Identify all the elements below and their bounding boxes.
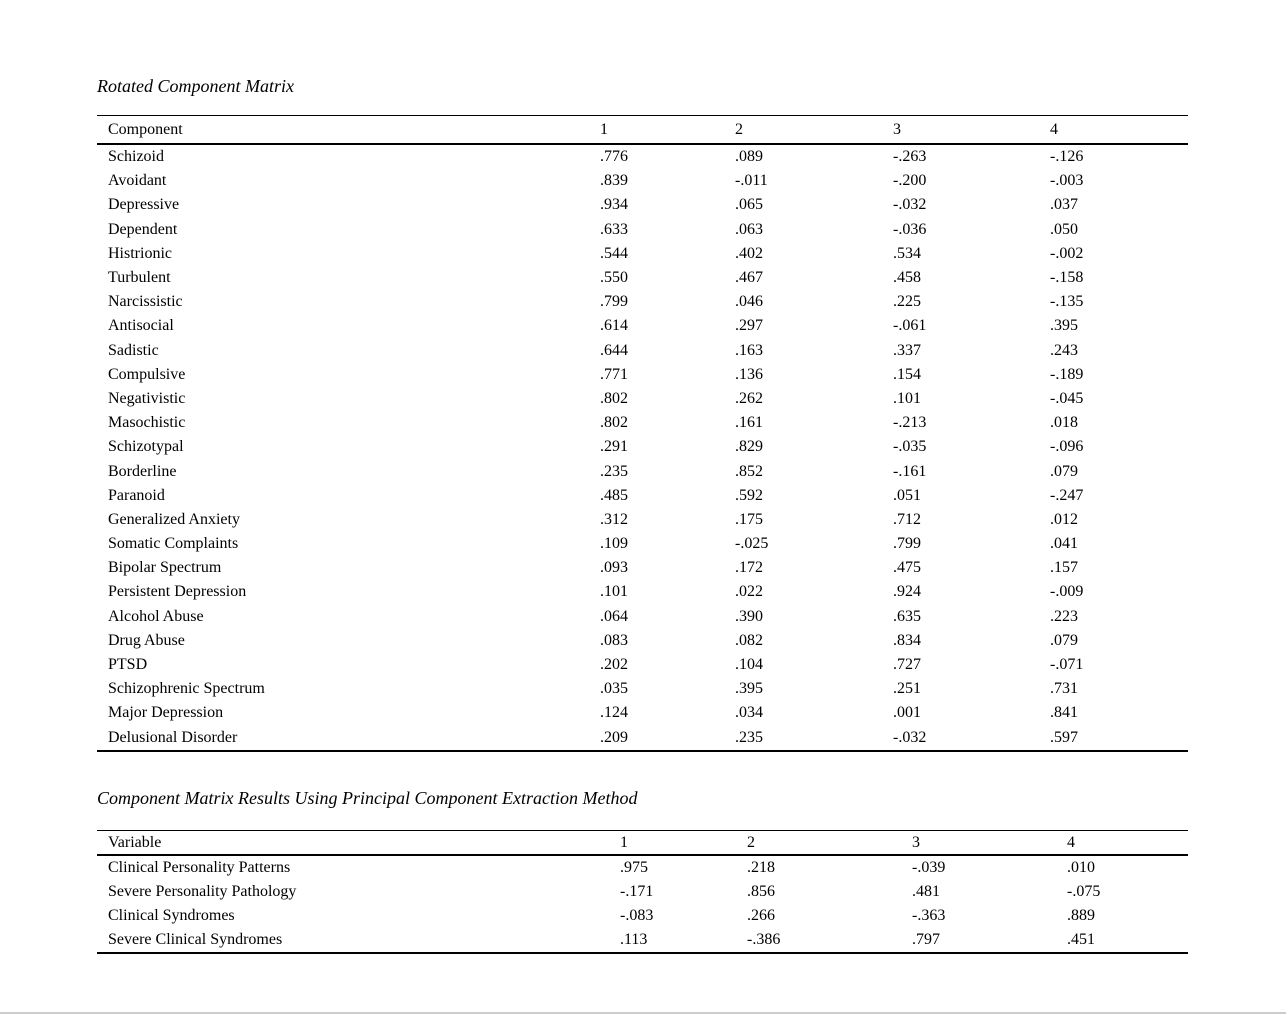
row-label: Compulsive bbox=[108, 366, 186, 383]
row-label: Clinical Syndromes bbox=[108, 908, 235, 925]
value-cell: .035 bbox=[600, 681, 628, 698]
value-cell: .266 bbox=[747, 908, 775, 925]
value-cell: .064 bbox=[600, 608, 628, 625]
table-row bbox=[97, 193, 1188, 217]
value-cell: .037 bbox=[1050, 197, 1078, 214]
row-label: Clinical Personality Patterns bbox=[108, 860, 291, 877]
table-row bbox=[97, 556, 1188, 580]
value-cell: -.009 bbox=[1050, 584, 1084, 601]
value-cell: .051 bbox=[893, 487, 921, 504]
table-row bbox=[97, 904, 1188, 928]
row-label: Sadistic bbox=[108, 342, 159, 359]
value-cell: -.363 bbox=[912, 908, 946, 925]
value-cell: .485 bbox=[600, 487, 628, 504]
value-cell: .202 bbox=[600, 657, 628, 674]
value-cell: .712 bbox=[893, 511, 921, 528]
header-label-cell: Variable bbox=[108, 834, 162, 851]
value-cell: -.003 bbox=[1050, 173, 1084, 190]
table-row bbox=[97, 856, 1188, 880]
table-caption-rotated-component-matrix: Rotated Component Matrix bbox=[97, 76, 294, 96]
value-cell: .291 bbox=[600, 439, 628, 456]
row-label: Drug Abuse bbox=[108, 632, 185, 649]
value-cell: .104 bbox=[735, 657, 763, 674]
value-cell: -.002 bbox=[1050, 245, 1084, 262]
row-label: Schizotypal bbox=[108, 439, 184, 456]
header-component-cell: 2 bbox=[735, 121, 743, 138]
value-cell: -.158 bbox=[1050, 270, 1084, 287]
table-row bbox=[97, 508, 1188, 532]
value-cell: .172 bbox=[735, 560, 763, 577]
table-row bbox=[97, 928, 1188, 952]
header-component-cell: 1 bbox=[620, 834, 628, 851]
value-cell: .018 bbox=[1050, 415, 1078, 432]
table-row bbox=[97, 580, 1188, 604]
value-cell: .802 bbox=[600, 390, 628, 407]
row-label: Delusional Disorder bbox=[108, 729, 238, 746]
value-cell: .395 bbox=[1050, 318, 1078, 335]
value-cell: -.045 bbox=[1050, 390, 1084, 407]
value-cell: .889 bbox=[1067, 908, 1095, 925]
table-row bbox=[97, 605, 1188, 629]
value-cell: .175 bbox=[735, 511, 763, 528]
row-label: Avoidant bbox=[108, 173, 167, 190]
value-cell: -.035 bbox=[893, 439, 927, 456]
value-cell: -.083 bbox=[620, 908, 654, 925]
value-cell: .451 bbox=[1067, 932, 1095, 949]
header-component-cell: 4 bbox=[1050, 121, 1058, 138]
value-cell: .481 bbox=[912, 884, 940, 901]
value-cell: .644 bbox=[600, 342, 628, 359]
value-cell: -.071 bbox=[1050, 657, 1084, 674]
value-cell: .243 bbox=[1050, 342, 1078, 359]
row-label: Major Depression bbox=[108, 705, 224, 722]
value-cell: -.171 bbox=[620, 884, 654, 901]
value-cell: .731 bbox=[1050, 681, 1078, 698]
table-row bbox=[97, 435, 1188, 459]
value-cell: .209 bbox=[600, 729, 628, 746]
table-row bbox=[97, 484, 1188, 508]
value-cell: .157 bbox=[1050, 560, 1078, 577]
value-cell: .534 bbox=[893, 245, 921, 262]
value-cell: .297 bbox=[735, 318, 763, 335]
header-component-cell: 2 bbox=[747, 834, 755, 851]
value-cell: .225 bbox=[893, 294, 921, 311]
rotated-component-matrix-table bbox=[97, 115, 1188, 752]
value-cell: -.032 bbox=[893, 197, 927, 214]
value-cell: -.200 bbox=[893, 173, 927, 190]
table-row bbox=[97, 387, 1188, 411]
value-cell: -.386 bbox=[747, 932, 781, 949]
value-cell: .010 bbox=[1067, 860, 1095, 877]
value-cell: .727 bbox=[893, 657, 921, 674]
table-row bbox=[97, 242, 1188, 266]
value-cell: -.135 bbox=[1050, 294, 1084, 311]
row-label: Borderline bbox=[108, 463, 177, 480]
table-row bbox=[97, 314, 1188, 338]
value-cell: .802 bbox=[600, 415, 628, 432]
value-cell: .467 bbox=[735, 270, 763, 287]
row-label: Masochistic bbox=[108, 415, 186, 432]
value-cell: .834 bbox=[893, 632, 921, 649]
row-label: Turbulent bbox=[108, 270, 171, 287]
row-label: Schizoid bbox=[108, 149, 164, 166]
value-cell: .046 bbox=[735, 294, 763, 311]
row-label: Persistent Depression bbox=[108, 584, 247, 601]
value-cell: .597 bbox=[1050, 729, 1078, 746]
value-cell: .163 bbox=[735, 342, 763, 359]
table-header-row bbox=[97, 831, 1188, 856]
value-cell: .089 bbox=[735, 149, 763, 166]
value-cell: .136 bbox=[735, 366, 763, 383]
value-cell: .041 bbox=[1050, 536, 1078, 553]
component-matrix-results-table bbox=[97, 830, 1188, 954]
value-cell: .390 bbox=[735, 608, 763, 625]
row-label: Generalized Anxiety bbox=[108, 511, 240, 528]
value-cell: .402 bbox=[735, 245, 763, 262]
value-cell: .113 bbox=[620, 932, 648, 949]
row-label: Alcohol Abuse bbox=[108, 608, 204, 625]
value-cell: .262 bbox=[735, 390, 763, 407]
table-row bbox=[97, 290, 1188, 314]
value-cell: .079 bbox=[1050, 632, 1078, 649]
value-cell: .223 bbox=[1050, 608, 1078, 625]
table-row bbox=[97, 677, 1188, 701]
value-cell: .101 bbox=[600, 584, 628, 601]
value-cell: .614 bbox=[600, 318, 628, 335]
table-row bbox=[97, 726, 1188, 750]
value-cell: .312 bbox=[600, 511, 628, 528]
row-label: Paranoid bbox=[108, 487, 165, 504]
value-cell: .063 bbox=[735, 221, 763, 238]
value-cell: -.263 bbox=[893, 149, 927, 166]
row-label: Dependent bbox=[108, 221, 178, 238]
value-cell: .337 bbox=[893, 342, 921, 359]
header-component-cell: 3 bbox=[893, 121, 901, 138]
value-cell: .124 bbox=[600, 705, 628, 722]
row-label: PTSD bbox=[108, 657, 148, 674]
page-boundary-line bbox=[0, 1012, 1286, 1014]
value-cell: .852 bbox=[735, 463, 763, 480]
value-cell: .839 bbox=[600, 173, 628, 190]
value-cell: .001 bbox=[893, 705, 921, 722]
value-cell: .841 bbox=[1050, 705, 1078, 722]
table-row bbox=[97, 459, 1188, 483]
value-cell: .592 bbox=[735, 487, 763, 504]
table-header-row bbox=[97, 116, 1188, 145]
value-cell: -.247 bbox=[1050, 487, 1084, 504]
row-label: Histrionic bbox=[108, 245, 172, 262]
table-row bbox=[97, 532, 1188, 556]
table-row bbox=[97, 629, 1188, 653]
value-cell: .458 bbox=[893, 270, 921, 287]
value-cell: -.126 bbox=[1050, 149, 1084, 166]
table-row bbox=[97, 218, 1188, 242]
value-cell: .544 bbox=[600, 245, 628, 262]
value-cell: .161 bbox=[735, 415, 763, 432]
value-cell: .235 bbox=[600, 463, 628, 480]
table-row bbox=[97, 169, 1188, 193]
value-cell: .093 bbox=[600, 560, 628, 577]
value-cell: -.036 bbox=[893, 221, 927, 238]
value-cell: -.189 bbox=[1050, 366, 1084, 383]
table-row bbox=[97, 411, 1188, 435]
value-cell: -.161 bbox=[893, 463, 927, 480]
value-cell: .924 bbox=[893, 584, 921, 601]
row-label: Negativistic bbox=[108, 390, 186, 407]
value-cell: -.213 bbox=[893, 415, 927, 432]
value-cell: -.039 bbox=[912, 860, 946, 877]
table-row bbox=[97, 701, 1188, 725]
value-cell: .633 bbox=[600, 221, 628, 238]
value-cell: .975 bbox=[620, 860, 648, 877]
value-cell: .034 bbox=[735, 705, 763, 722]
table-row bbox=[97, 266, 1188, 290]
row-label: Somatic Complaints bbox=[108, 536, 239, 553]
row-label: Narcissistic bbox=[108, 294, 183, 311]
row-label: Depressive bbox=[108, 197, 180, 214]
value-cell: .251 bbox=[893, 681, 921, 698]
value-cell: .079 bbox=[1050, 463, 1078, 480]
table-row bbox=[97, 339, 1188, 363]
value-cell: .395 bbox=[735, 681, 763, 698]
value-cell: .050 bbox=[1050, 221, 1078, 238]
value-cell: .083 bbox=[600, 632, 628, 649]
value-cell: .635 bbox=[893, 608, 921, 625]
value-cell: -.096 bbox=[1050, 439, 1084, 456]
row-label: Schizophrenic Spectrum bbox=[108, 681, 265, 698]
row-label: Severe Clinical Syndromes bbox=[108, 932, 283, 949]
value-cell: .218 bbox=[747, 860, 775, 877]
table-row bbox=[97, 363, 1188, 387]
value-cell: .109 bbox=[600, 536, 628, 553]
value-cell: -.061 bbox=[893, 318, 927, 335]
value-cell: .065 bbox=[735, 197, 763, 214]
header-label-cell: Component bbox=[108, 121, 183, 138]
value-cell: -.032 bbox=[893, 729, 927, 746]
table-row bbox=[97, 880, 1188, 904]
value-cell: .082 bbox=[735, 632, 763, 649]
header-component-cell: 3 bbox=[912, 834, 920, 851]
value-cell: .101 bbox=[893, 390, 921, 407]
value-cell: .797 bbox=[912, 932, 940, 949]
value-cell: .934 bbox=[600, 197, 628, 214]
table-row bbox=[97, 145, 1188, 169]
value-cell: .799 bbox=[600, 294, 628, 311]
value-cell: .829 bbox=[735, 439, 763, 456]
value-cell: .856 bbox=[747, 884, 775, 901]
row-label: Antisocial bbox=[108, 318, 174, 335]
row-label: Bipolar Spectrum bbox=[108, 560, 222, 577]
value-cell: .776 bbox=[600, 149, 628, 166]
value-cell: .475 bbox=[893, 560, 921, 577]
value-cell: .154 bbox=[893, 366, 921, 383]
header-component-cell: 1 bbox=[600, 121, 608, 138]
value-cell: .771 bbox=[600, 366, 628, 383]
value-cell: .799 bbox=[893, 536, 921, 553]
value-cell: -.075 bbox=[1067, 884, 1101, 901]
value-cell: .012 bbox=[1050, 511, 1078, 528]
table-caption-component-matrix-results: Component Matrix Results Using Principal Component Extraction Method bbox=[97, 788, 638, 808]
row-label: Severe Personality Pathology bbox=[108, 884, 297, 901]
value-cell: -.011 bbox=[735, 173, 768, 190]
value-cell: .550 bbox=[600, 270, 628, 287]
value-cell: .022 bbox=[735, 584, 763, 601]
table-row bbox=[97, 653, 1188, 677]
value-cell: .235 bbox=[735, 729, 763, 746]
value-cell: -.025 bbox=[735, 536, 769, 553]
header-component-cell: 4 bbox=[1067, 834, 1075, 851]
